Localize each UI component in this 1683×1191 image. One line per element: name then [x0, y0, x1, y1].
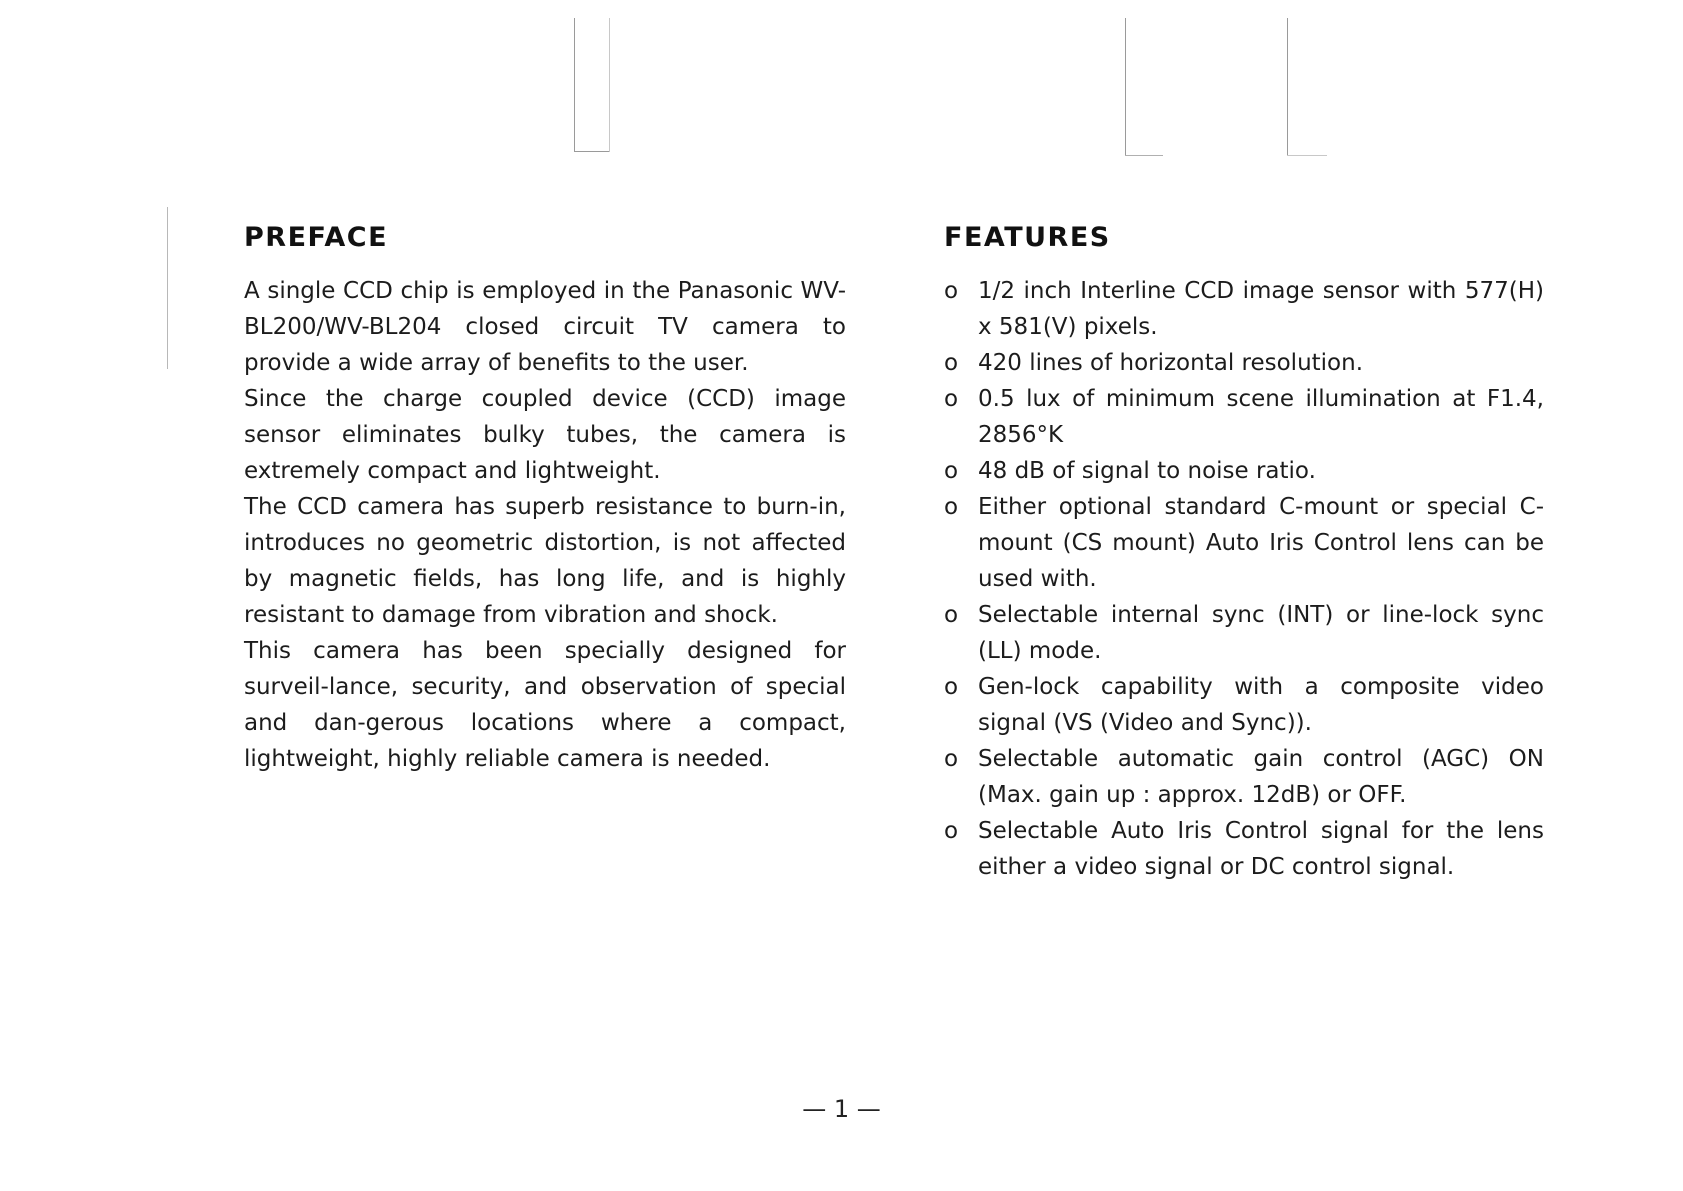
list-item — [944, 345, 1544, 381]
features-list — [944, 273, 1544, 885]
bullet-marker: o — [944, 818, 959, 844]
list-item — [944, 453, 1544, 489]
bullet-marker: o — [944, 674, 959, 700]
bullet-marker: o — [944, 494, 959, 520]
bullet-marker: o — [944, 602, 959, 628]
bullet-marker: o — [944, 386, 959, 412]
list-item — [944, 381, 1544, 453]
list-item — [944, 813, 1544, 885]
list-item — [944, 273, 1544, 345]
bullet-marker: o — [944, 278, 959, 304]
preface-paragraph: This camera has been specially designed for surveil-lance, security, and observation of special and dan-gerous locations where a compact, lightweight, highly reliable camera is needed. — [244, 638, 846, 772]
preface-body — [244, 273, 846, 777]
feature-text: Selectable automatic gain control (AGC) ON (Max. gain up : approx. 12dB) or OFF. — [978, 746, 1544, 808]
preface-paragraph: Since the charge coupled device (CCD) image sensor eliminates bulky tubes, the camera is extremely compact and lightweight. — [244, 386, 846, 484]
list-item — [944, 669, 1544, 741]
bullet-marker: o — [944, 458, 959, 484]
bullet-marker: o — [944, 746, 959, 772]
preface-paragraph: A single CCD chip is employed in the Panasonic WV-BL200/WV-BL204 closed circuit TV camera to provide a wide array of benefits to the user. — [244, 278, 846, 376]
list-item — [944, 489, 1544, 597]
page-number: — 1 — — [802, 1095, 881, 1123]
feature-text: 1/2 inch Interline CCD image sensor with 577(H) x 581(V) pixels. — [978, 278, 1544, 340]
preface-paragraph: The CCD camera has superb resistance to burn-in, introduces no geometric distortion, is not affected by magnetic fields, has long life, and is highly resistant to damage from vibration and shock. — [244, 494, 846, 628]
feature-text: 0.5 lux of minimum scene illumination at F1.4, 2856°K — [978, 386, 1544, 448]
preface-heading: PREFACE — [244, 222, 389, 253]
feature-text: Selectable internal sync (INT) or line-lock sync (LL) mode. — [978, 602, 1544, 664]
margin-rule — [167, 207, 168, 369]
feature-text: Either optional standard C-mount or special C-mount (CS mount) Auto Iris Control lens can be used with. — [978, 494, 1544, 592]
feature-text: 48 dB of signal to noise ratio. — [978, 458, 1316, 484]
feature-text: Gen-lock capability with a composite video signal (VS (Video and Sync)). — [978, 674, 1544, 736]
bullet-marker: o — [944, 350, 959, 376]
list-item — [944, 597, 1544, 669]
feature-text: Selectable Auto Iris Control signal for the lens either a video signal or DC control signal. — [978, 818, 1544, 880]
features-heading: FEATURES — [944, 222, 1111, 253]
preface-section — [244, 222, 846, 777]
feature-text: 420 lines of horizontal resolution. — [978, 350, 1364, 376]
features-section — [944, 222, 1544, 885]
list-item — [944, 741, 1544, 813]
